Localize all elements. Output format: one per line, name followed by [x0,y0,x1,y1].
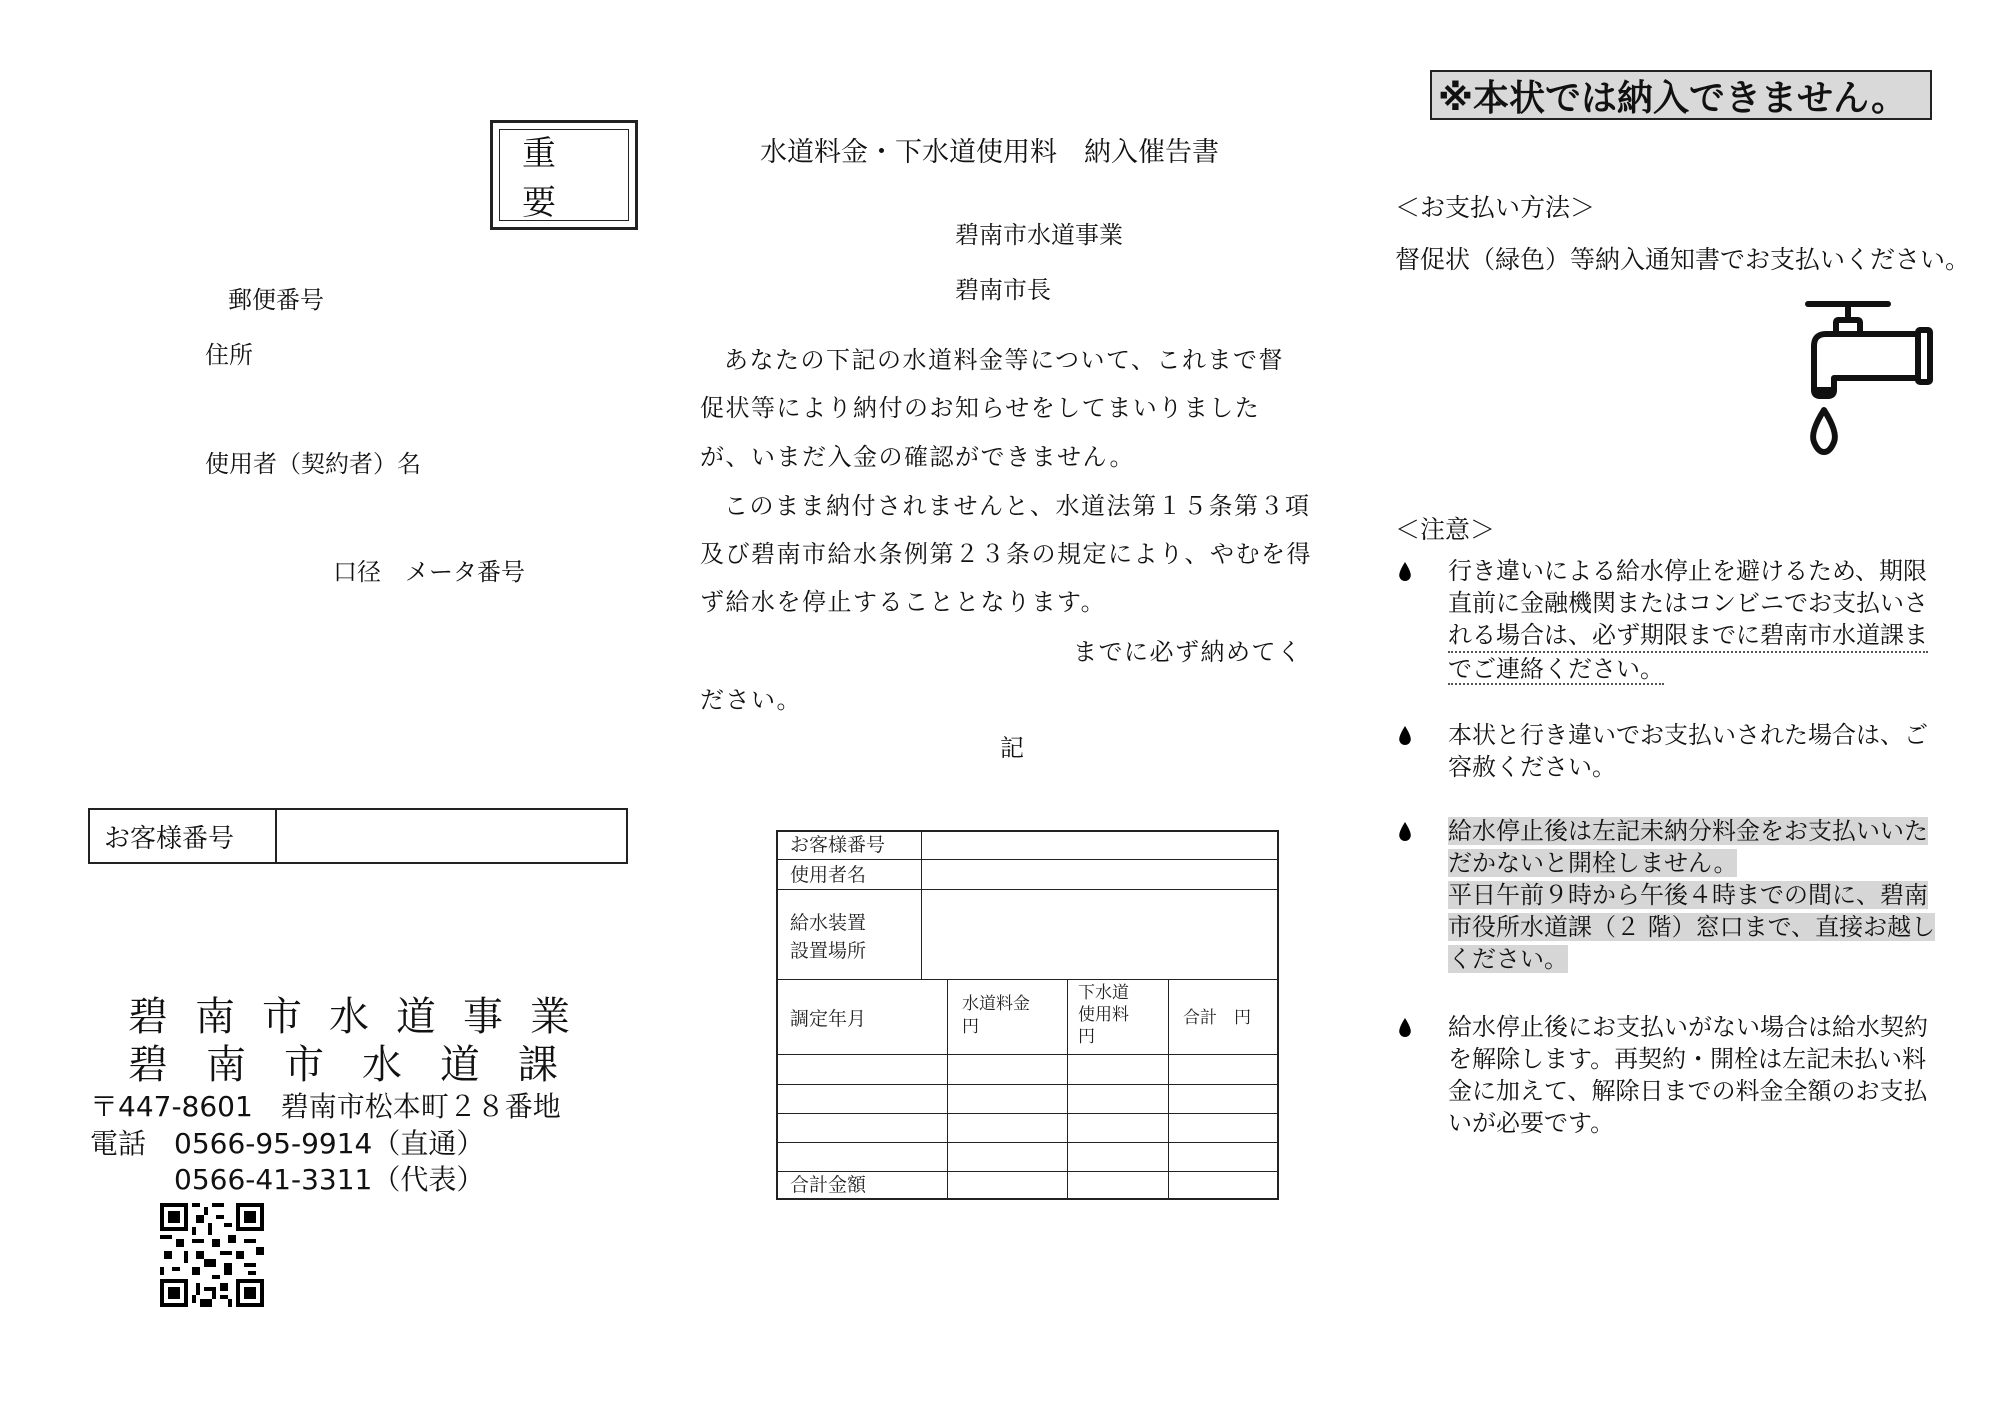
table-col-total: 合計 円 [1183,1008,1251,1028]
table-col-period: 調定年月 [790,1008,867,1030]
body-line: が、いまだ入金の確認ができません。 [700,443,1135,471]
note-4 [1448,1011,1928,1139]
table-col-sewer-2: 使用料 [1078,1005,1129,1025]
document-title: 水道料金・下水道使用料 納入催告書 [760,137,1219,168]
note-1 [1448,555,1928,685]
org-phone-direct: 電話 0566-95-9914（直通） [90,1127,485,1160]
ki-mark: 記 [1000,734,1024,762]
note-1-line: 行き違いによる給水停止を避けるため、期限 [1448,557,1928,585]
body-line: までに必ず納めてく [1073,638,1303,666]
caution-heading: ＜注意＞ [1395,515,1496,544]
note-4-line: を解除します。再契約・開栓は左記未払い料 [1448,1045,1927,1073]
note-3 [1448,815,1935,975]
note-4-line: 金に加えて、解除日までの料金全額のお支払 [1448,1077,1928,1105]
table-location-label-1: 給水装置 [790,912,867,934]
billing-table [776,830,1279,1200]
customer-number-label: お客様番号 [90,810,277,862]
note-1-line: でご連絡ください。 [1448,655,1664,683]
issuer-line1: 碧南市水道事業 [955,221,1123,249]
important-label: 重 要 [499,129,629,221]
org-address: 〒447-8601 碧南市松本町２８番地 [90,1090,561,1123]
drop-bullet-icon [1398,562,1412,582]
note-4-line: 給水停止後にお支払いがない場合は給水契約 [1448,1013,1928,1041]
customer-number-box [88,808,628,864]
table-col-sewer-1: 下水道 [1078,983,1129,1003]
address-label: 住所 [205,341,253,369]
org-name-line1: 碧南市水道事業 [128,994,597,1040]
note-1-line: れる場合は、必ず期限までに碧南市水道課ま [1448,619,1928,653]
table-customer-no-label: お客様番号 [790,834,886,856]
table-location-label-2: 設置場所 [790,940,867,962]
not-payable-banner: ※本状では納入できません。 [1430,70,1932,120]
org-phone-main: 0566-41-3311（代表） [174,1163,485,1196]
body-line: ず給水を停止することとなります。 [700,588,1107,616]
faucet-icon [1770,290,1946,466]
table-col-water-1: 水道料金 [962,994,1030,1014]
postal-code-label: 郵便番号 [228,286,324,314]
body-line: ださい。 [700,686,802,714]
payment-text: 督促状（緑色）等納入通知書でお支払いください。 [1395,245,1971,274]
qr-code [160,1203,264,1307]
note-3-line: だかないと開栓しません。 [1448,849,1738,877]
body-line: 促状等により納付のお知らせをしてまいりました [700,394,1261,422]
note-3-line: 市役所水道課（２ 階）窓口まで、直接お越し [1448,913,1936,941]
note-2-line: 容赦ください。 [1448,753,1616,781]
issuer-line2: 碧南市長 [955,276,1051,304]
important-stamp [490,120,638,230]
drop-bullet-icon [1398,1018,1412,1038]
drop-bullet-icon [1398,726,1412,746]
table-col-sewer-3: 円 [1078,1027,1095,1047]
note-4-line: いが必要です。 [1448,1109,1615,1137]
note-1-line: 直前に金融機関またはコンビニでお支払いさ [1448,589,1928,617]
note-2-line: 本状と行き違いでお支払いされた場合は、ご [1448,721,1928,749]
note-3-line: 給水停止後は左記未納分料金をお支払いいた [1448,817,1928,845]
note-2 [1448,719,1928,783]
payment-heading: ＜お支払い方法＞ [1395,193,1596,222]
org-name-line2: 碧南市水道課 [128,1042,596,1088]
user-name-label: 使用者（契約者）名 [205,450,421,478]
body-line: あなたの下記の水道料金等について、これまで督 [724,346,1285,374]
body-line: このまま納付されませんと、水道法第１５条第３項 [724,492,1311,520]
meter-label: 口径 メータ番号 [333,558,525,586]
note-3-line: ください。 [1448,945,1568,973]
table-col-water-2: 円 [962,1017,979,1037]
drop-bullet-icon [1398,822,1412,842]
table-total-row-label: 合計金額 [790,1174,867,1196]
note-3-line: 平日午前９時から午後４時までの間に、碧南 [1448,881,1928,909]
table-user-name-label: 使用者名 [790,864,867,886]
body-line: 及び碧南市給水条例第２３条の規定により、やむを得 [700,540,1312,568]
